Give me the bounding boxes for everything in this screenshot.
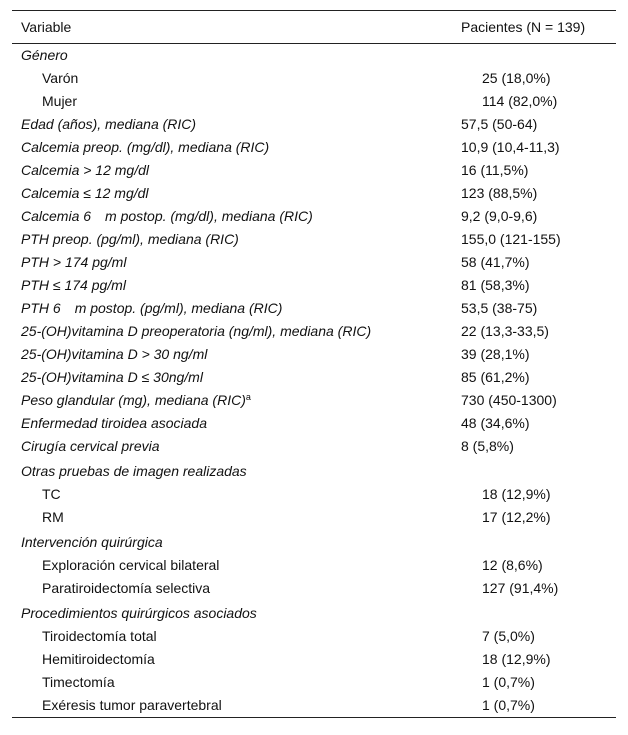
row-label: 25-(OH)vitamina D preoperatoria (ng/ml), mediana (RIC) (21, 323, 372, 339)
row-value (461, 531, 616, 554)
row-value: 730 (450-1300) (461, 392, 557, 408)
table-row (12, 182, 616, 205)
row-value: 155,0 (121-155) (461, 231, 561, 247)
table-row (12, 366, 616, 389)
row-label: Exéresis tumor paravertebral (42, 697, 222, 713)
row-value: 1 (0,7%) (482, 674, 535, 690)
row-value: 1 (0,7%) (482, 697, 535, 713)
row-value: 16 (11,5%) (461, 162, 529, 178)
table-row (12, 320, 616, 343)
row-label-part: m postop. (pg/ml), mediana (RIC) (74, 300, 283, 316)
table-row (12, 136, 616, 159)
row-label: Mujer (42, 93, 78, 109)
row-label: Edad (años), mediana (RIC) (21, 116, 197, 132)
row-label-part: PTH 6 (21, 300, 61, 316)
row-label-part: m postop. (mg/dl), mediana (RIC) (105, 208, 313, 224)
table-row (12, 205, 616, 228)
row-label: Hemitiroidectomía (42, 651, 155, 667)
section-label: Otras pruebas de imagen realizadas (21, 463, 247, 479)
row-label: PTH > 174 pg/ml (21, 254, 127, 270)
row-label (12, 297, 461, 320)
table-row (12, 435, 616, 458)
row-value: 57,5 (50-64) (461, 116, 538, 132)
table-row (12, 625, 616, 648)
table-row (12, 483, 616, 506)
section-label: Género (21, 47, 68, 63)
row-label: Enfermedad tiroidea asociada (21, 415, 208, 431)
row-value: 58 (41,7%) (461, 254, 530, 270)
row-value: 9,2 (9,0-9,6) (461, 208, 538, 224)
table-row (12, 460, 616, 483)
table-row (12, 648, 616, 671)
row-value (461, 602, 616, 625)
row-label: 25-(OH)vitamina D > 30 ng/ml (21, 346, 208, 362)
table-row (12, 90, 616, 113)
section-label: Procedimientos quirúrgicos asociados (21, 605, 257, 621)
row-value: 48 (34,6%) (461, 415, 530, 431)
table-row (12, 343, 616, 366)
row-label (12, 389, 461, 412)
row-value: 114 (82,0%) (482, 93, 558, 109)
row-value (461, 460, 616, 483)
header-patients: Pacientes (N = 139) (461, 19, 586, 35)
table-row (12, 274, 616, 297)
row-label: Exploración cervical bilateral (42, 557, 220, 573)
table-row (12, 554, 616, 577)
row-label: RM (42, 509, 64, 525)
row-label: PTH ≤ 174 pg/ml (21, 277, 126, 293)
table-row (12, 228, 616, 251)
section-label: Intervención quirúrgica (21, 534, 163, 550)
row-value: 18 (12,9%) (482, 651, 551, 667)
table-row (12, 113, 616, 136)
row-value: 85 (61,2%) (461, 369, 530, 385)
table-row (12, 602, 616, 625)
row-label: Timectomía (42, 674, 115, 690)
table-row (12, 44, 616, 67)
header-variable: Variable (21, 19, 72, 35)
footnote-marker: a (245, 392, 251, 402)
table-row (12, 506, 616, 529)
table-row (12, 389, 616, 412)
table-row (12, 159, 616, 182)
table-header-row (12, 11, 616, 44)
row-label: Calcemia > 12 mg/dl (21, 162, 150, 178)
row-label (12, 205, 461, 228)
table-row (12, 577, 616, 600)
row-label-text: Peso glandular (mg), mediana (RIC) (21, 392, 246, 408)
row-value: 39 (28,1%) (461, 346, 530, 362)
row-value: 53,5 (38-75) (461, 300, 538, 316)
table-row (12, 412, 616, 435)
table-row (12, 297, 616, 320)
row-label: 25-(OH)vitamina D ≤ 30ng/ml (21, 369, 203, 385)
row-value: 22 (13,3-33,5) (461, 323, 549, 339)
table-row (12, 671, 616, 694)
row-value: 25 (18,0%) (482, 70, 551, 86)
row-label: Tiroidectomía total (42, 628, 157, 644)
row-value: 17 (12,2%) (482, 509, 551, 525)
row-value: 8 (5,8%) (461, 438, 514, 454)
row-label: Paratiroidectomía selectiva (42, 580, 211, 596)
row-label: Varón (42, 70, 79, 86)
table-row (12, 694, 616, 717)
row-label: Calcemia ≤ 12 mg/dl (21, 185, 149, 201)
table-row (12, 531, 616, 554)
row-label: Cirugía cervical previa (21, 438, 160, 454)
row-value (461, 44, 616, 67)
row-value: 123 (88,5%) (461, 185, 538, 201)
row-label: PTH preop. (pg/ml), mediana (RIC) (21, 231, 239, 247)
row-value: 10,9 (10,4-11,3) (461, 139, 560, 155)
patient-characteristics-table (12, 10, 616, 718)
row-value: 127 (91,4%) (482, 580, 559, 596)
table-row (12, 251, 616, 274)
row-value: 12 (8,6%) (482, 557, 543, 573)
row-value: 81 (58,3%) (461, 277, 530, 293)
row-label: TC (42, 486, 61, 502)
row-label-part: Calcemia 6 (21, 208, 92, 224)
row-label: Calcemia preop. (mg/dl), mediana (RIC) (21, 139, 270, 155)
row-value: 7 (5,0%) (482, 628, 535, 644)
table-row (12, 67, 616, 90)
row-value: 18 (12,9%) (482, 486, 551, 502)
